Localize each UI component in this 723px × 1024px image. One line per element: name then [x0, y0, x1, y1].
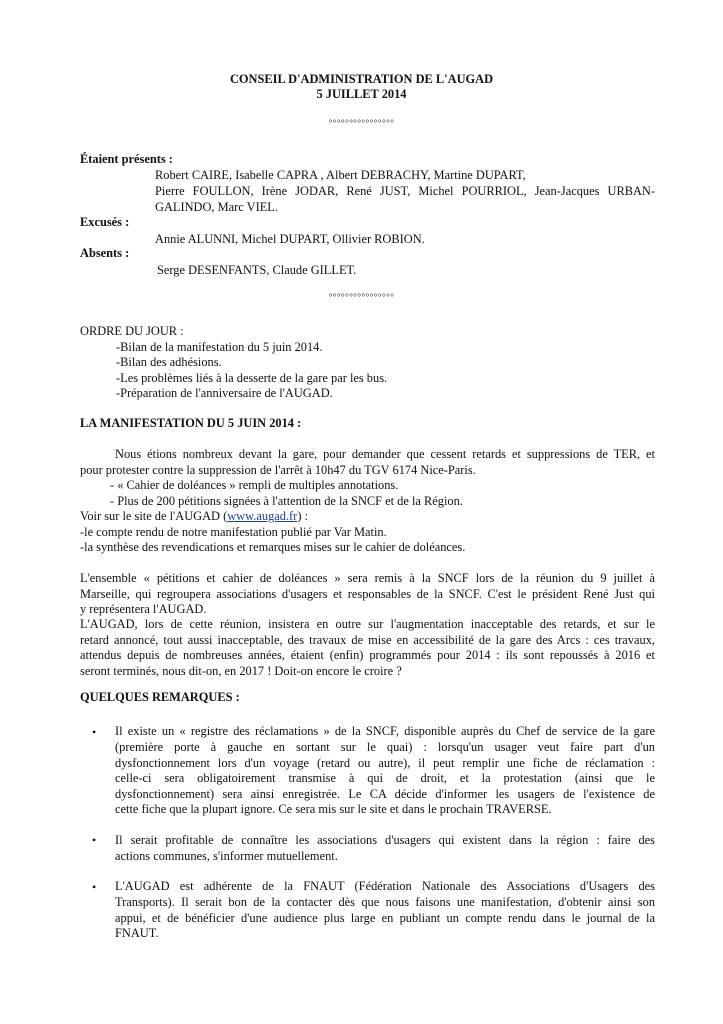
document-date: 5 JUILLET 2014: [316, 87, 407, 101]
separator: °°°°°°°°°°°°°°°°: [328, 118, 395, 128]
paragraph-line: Nous étions nombreux devant la gare, pour demander que cessent retards et suppressions de TER, et: [115, 447, 655, 461]
bullet-line: appui, et de bénéficier d'une audience plus large en publiant un compte rendu dans le journal de la: [115, 911, 655, 925]
paragraph-line: pour protester contre la suppression de l'arrêt à 10h47 du TGV 6174 Nice-Paris.: [80, 463, 476, 477]
present-line: Pierre FOULLON, Irène JODAR, René JUST, Michel POURRIOL, Jean-Jacques URBAN-: [155, 184, 655, 198]
bullet-line: cette fiche que la plupart ignore. Ce sera mis sur le site et dans le prochain TRAVERSE.: [115, 802, 552, 816]
paragraph-line: retard annoncé, tout aussi inacceptable, des travaux de mise en accessibilité de la gare des Arcs : ces travaux,: [80, 633, 655, 647]
manifestation-heading: LA MANIFESTATION DU 5 JUIN 2014 :: [80, 416, 302, 430]
present-line: GALINDO, Marc VIEL.: [155, 200, 278, 214]
paragraph-line: -le compte rendu de notre manifestation publié par Var Matin.: [80, 525, 387, 539]
present-line: Robert CAIRE, Isabelle CAPRA , Albert DEBRACHY, Martine DUPART,: [155, 168, 526, 182]
document-title: CONSEIL D'ADMINISTRATION DE L'AUGAD: [229, 72, 494, 86]
present-label: Étaient présents :: [80, 152, 173, 166]
bullet-line: dysfonctionnement) sera ainsi enregistrée. Le CA décide d'informer les usagers de l'existence de: [115, 787, 655, 801]
agenda-item: -Bilan des adhésions.: [116, 355, 222, 369]
bullet-line: L'AUGAD est adhérente de la FNAUT (Fédération Nationale des Associations d'Usagers des: [115, 879, 655, 893]
paragraph-line: seront terminés, nous dit-on, en 2017 ! Doit-on encore le croire ?: [80, 664, 402, 678]
bullet-line: dysfonctionnement lors d'un voyage (retard ou autre), il peut remplir une fiche de réclamation :: [115, 756, 655, 770]
bullet-line: (première porte à gauche en sortant sur le quai) : lorsqu'un usager veut faire part d'un: [115, 740, 655, 754]
paragraph-line: L'ensemble « pétitions et cahier de doléances » sera remis à la SNCF lors de la réunion du 9 juillet à: [80, 571, 655, 585]
paragraph-line: - « Cahier de doléances » rempli de multiples annotations.: [110, 478, 399, 492]
site-reference: Voir sur le site de l'AUGAD (www.augad.fr) :: [80, 509, 308, 523]
bullet-line: actions communes, s'informer mutuellement.: [115, 849, 338, 863]
paragraph-line: y représentera l'AUGAD.: [80, 602, 207, 616]
agenda-item: -Préparation de l'anniversaire de l'AUGAD.: [116, 386, 333, 400]
agenda-item: -Les problèmes liés à la desserte de la gare par les bus.: [116, 371, 388, 385]
bullet-icon: •: [92, 725, 97, 739]
bullet-line: celle-ci sera obligatoirement transmise à qui de droit, et la protestation (ainsi que le: [115, 771, 655, 785]
separator: °°°°°°°°°°°°°°°°: [328, 292, 395, 302]
excused-label: Excusés :: [80, 215, 130, 229]
augad-website-link[interactable]: www.augad.fr: [227, 509, 298, 523]
agenda-title: ORDRE DU JOUR :: [80, 324, 184, 338]
absent-label: Absents :: [80, 246, 130, 260]
paragraph-line: Marseille, qui regroupera associations d'usagers et responsables de la SNCF. C'est le président René Just qui: [80, 587, 655, 601]
paragraph-line: attendus depuis de nombreuses années, étaient (enfin) programmés pour 2014 : ils sont repoussés à 2016 et: [80, 648, 655, 662]
excused-list: Annie ALUNNI, Michel DUPART, Ollivier ROBION.: [155, 232, 425, 246]
absent-list: Serge DESENFANTS, Claude GILLET.: [157, 263, 357, 277]
bullet-line: Transports). Il serait bon de la contacter dès que nous faisons une manifestation, d'obtenir ainsi son: [115, 895, 655, 909]
bullet-line: FNAUT.: [115, 926, 159, 940]
paragraph-line: -la synthèse des revendications et remarques mises sur le cahier de doléances.: [80, 540, 466, 554]
paragraph-line: - Plus de 200 pétitions signées à l'attention de la SNCF et de la Région.: [110, 494, 463, 508]
remarks-heading: QUELQUES REMARQUES :: [80, 690, 240, 704]
agenda-item: -Bilan de la manifestation du 5 juin 2014.: [116, 340, 323, 354]
paragraph-line: L'AUGAD, lors de cette réunion, insistera en outre sur l'augmentation inacceptable des retards, et sur le: [80, 617, 655, 631]
bullet-icon: •: [92, 880, 97, 894]
bullet-line: Il existe un « registre des réclamations » de la SNCF, disponible auprès du Chef de service de la gare: [115, 724, 655, 738]
bullet-icon: •: [92, 833, 97, 847]
bullet-line: Il serait profitable de connaître les associations d'usagers qui existent dans la région : faire des: [115, 833, 655, 847]
